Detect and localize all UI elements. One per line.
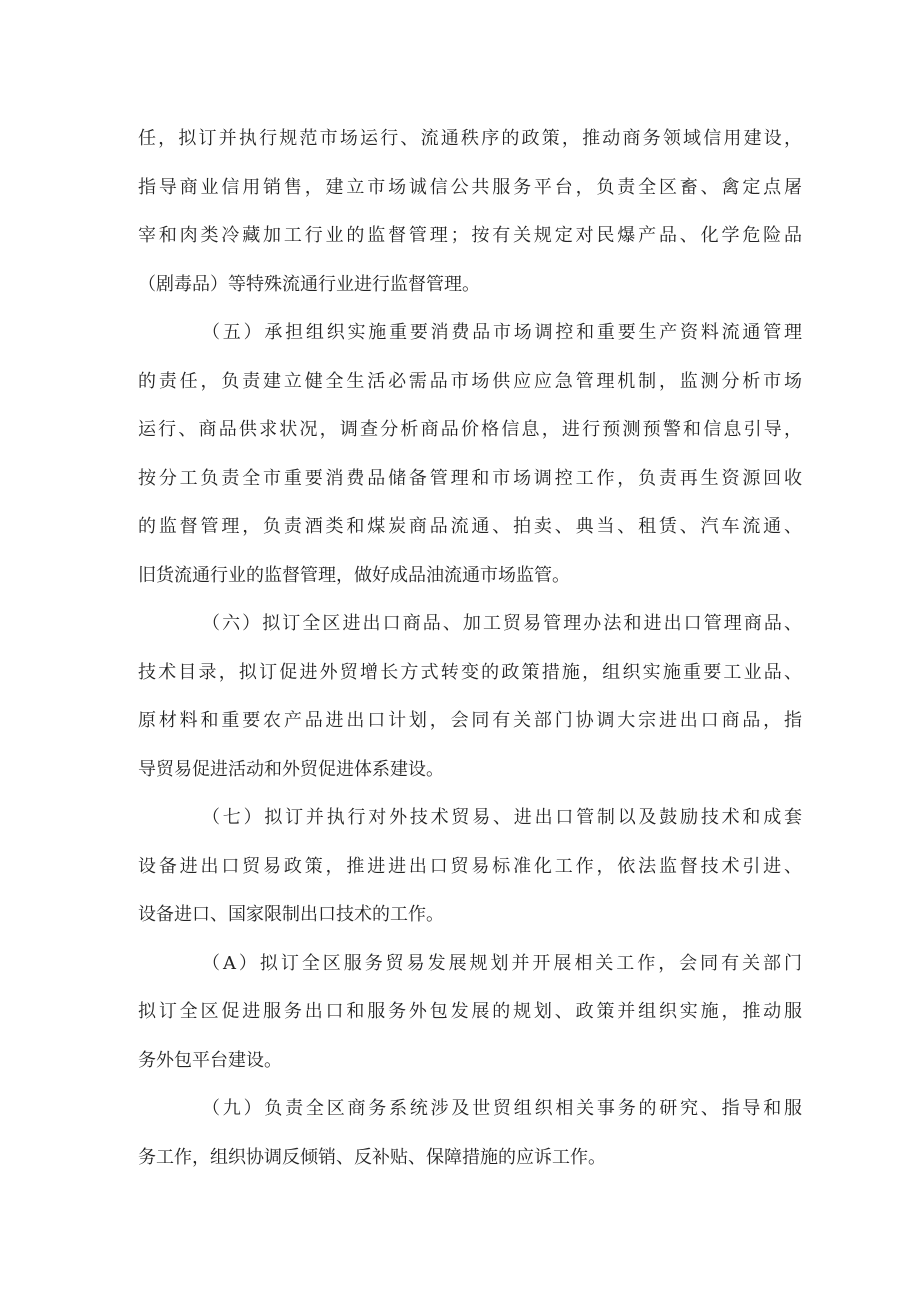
text-line: （九）负责全区商务系统涉及世贸组织相关事务的研究、指导和服 (202, 1098, 802, 1119)
text-line: 务工作，组织协调反倾销、反补贴、保障措施的应诉工作。 (138, 1146, 606, 1168)
document-body (138, 115, 802, 1182)
paragraph-p-6 (138, 600, 802, 794)
text-line: 设备进口、国家限制出口技术的工作。 (138, 904, 444, 925)
text-line: 运行、商品供求状况，调查分析商品价格信息，进行预测预警和信息引导， (138, 419, 802, 440)
text-line: （七）拟订并执行对外技术贸易、进出口管制以及鼓励技术和成套 (202, 807, 802, 828)
paragraph-p-5 (138, 309, 802, 600)
text-line: 旧货流通行业的监督管理，做好成品油流通市场监管。 (138, 564, 570, 586)
text-line: 技术目录，拟订促进外贸增长方式转变的政策措施，组织实施重要工业品、 (138, 661, 802, 683)
text-line: （A）拟订全区服务贸易发展规划并开展相关工作，会同有关部门 (202, 952, 802, 974)
text-line: （五）承担组织实施重要消费品市场调控和重要生产资料流通管理 (202, 322, 802, 343)
paragraph-p-8 (138, 940, 802, 1086)
paragraph-p-continuation (138, 115, 802, 309)
paragraph-p-7 (138, 794, 802, 940)
text-line: （剧毒品）等特殊流通行业进行监督管理。 (138, 273, 480, 295)
text-line: 务外包平台建设。 (138, 1049, 282, 1071)
text-line: （六）拟订全区进出口商品、加工贸易管理办法和进出口管理商品、 (202, 613, 802, 634)
text-line: 的监督管理，负责酒类和煤炭商品流通、拍卖、典当、租赁、汽车流通、 (138, 516, 802, 537)
text-line: 拟订全区促进服务出口和服务外包发展的规划、政策并组织实施，推动服 (138, 1001, 802, 1022)
text-line: 任，拟订并执行规范市场运行、流通秩序的政策，推动商务领域信用建设， (138, 128, 802, 149)
text-line: 导贸易促进活动和外贸促进体系建设。 (138, 758, 444, 780)
text-line: 原材料和重要农产品进出口计划，会同有关部门协调大宗进出口商品，指 (138, 710, 802, 731)
paragraph-p-9 (138, 1085, 802, 1182)
text-line: 指导商业信用销售，建立市场诚信公共服务平台，负责全区畜、禽定点屠 (138, 176, 802, 198)
text-line: 的责任，负责建立健全生活必需品市场供应应急管理机制，监测分析市场 (138, 370, 802, 392)
text-line: 按分工负责全市重要消费品储备管理和市场调控工作，负责再生资源回收 (138, 467, 802, 489)
text-line: 宰和肉类冷藏加工行业的监督管理；按有关规定对民爆产品、化学危险品 (138, 225, 802, 246)
text-line: 设备进出口贸易政策，推进进出口贸易标准化工作，依法监督技术引进、 (138, 855, 802, 877)
